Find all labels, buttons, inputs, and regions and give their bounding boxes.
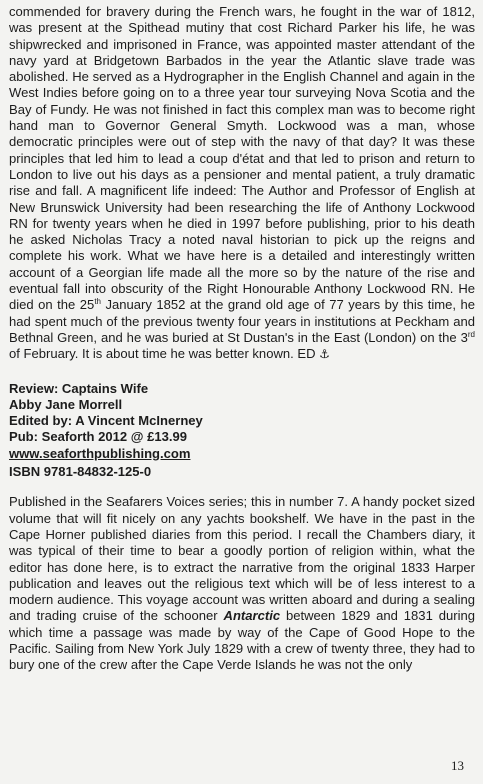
ship-name: Antarctic [223,608,281,624]
page-number: 13 [451,758,464,773]
publisher-website-link[interactable]: www.seaforthpublishing.com [9,445,191,461]
review-publisher: Pub: Seaforth 2012 @ £13.99 [9,429,188,445]
review-isbn: ISBN 9781-84832-125-0 [9,464,152,480]
ordinal-suffix: th [94,297,101,307]
captains-wife-review-paragraph: Published in the Seafarers Voices series; this in number 7. A handy pocket sized volume that will fit nicely on any yachts bookshelf. We have in the past in the Cape Horner published diaries from this period. I recall the Chambers diary, it was typical of their time to bear a goodly portion of religion within, what the editor has done here, is to extract the narrative from the original 1833 Harper publication and leaves out the religious text which will be of less interest to a modern audience. This voyage account was written aboard and during a sealing and trading cruise of the schooner Antarctic between 1829 and 1831 during which time a passage was made by way of the Cape of Good Hope to the Pacific. Sailing from New York July 1829 with a crew of twenty three, they had to bury one of the crew after the Cape Verde Islands he was not the only [9,494,475,673]
review-author: Abby Jane Morrell [9,396,123,412]
magazine-page [9,4,475,674]
paragraph-text: January 1852 at the grand old age of 77 years by this time, he had spent much of the previous twenty four years in institutions at Peckham and Bethnal Green, and he was buried at St Dustan's in the East (London) on the 3 [9,297,476,345]
ordinal-suffix: rd [467,329,475,339]
paragraph-text: of February. It is about time he was better known. ED [9,346,320,362]
paragraph-text: commended for bravery during the French wars, he fought in the war of 1812, was present at the Spithead mutiny that cost Richard Parker his life, he was shipwrecked and imprisoned in France, was appointed master attendant of the navy yard at Bridgetown Barbados in the year the Atlantic slave trade was abolished. He served as a Hydrographer in the English Channel and again in the West Indies before going on to a three year tour surveying Nova Scotia and the Bay of Fundy. He was not finished in fact this complex man was to become right hand man to Governor General Smyth. Lockwood was a man, whose democratic principles were out of step with the navy of that day? It was these principles that led him to lead a coup d'état and that led to prison and return to London to live out his days as a pensioner and mental patient, a truly dramatic rise and fall. A magnificent life indeed: The Author and Professor of English at New Brunswick University had been researching the life of Anthony Lockwood RN for twenty years when he died in 1997 before publishing, prior to his death he asked Nicholas Tracy a noted naval historian to pick up the reigns and complete his work. What we have here is a detailed and interestingly written account of a Georgian life made all the more so by the nature of the rise and eventual fall into obscurity of the Right Honourable Anthony Lockwood RN. He died on the 25 [9,4,475,313]
review-editor: Edited by: A Vincent McInerney [9,413,203,429]
review-header [9,381,475,481]
review-title: Review: Captains Wife [9,380,149,396]
lockwood-review-paragraph [9,4,475,363]
anchor-icon: ⚓ [319,347,330,362]
